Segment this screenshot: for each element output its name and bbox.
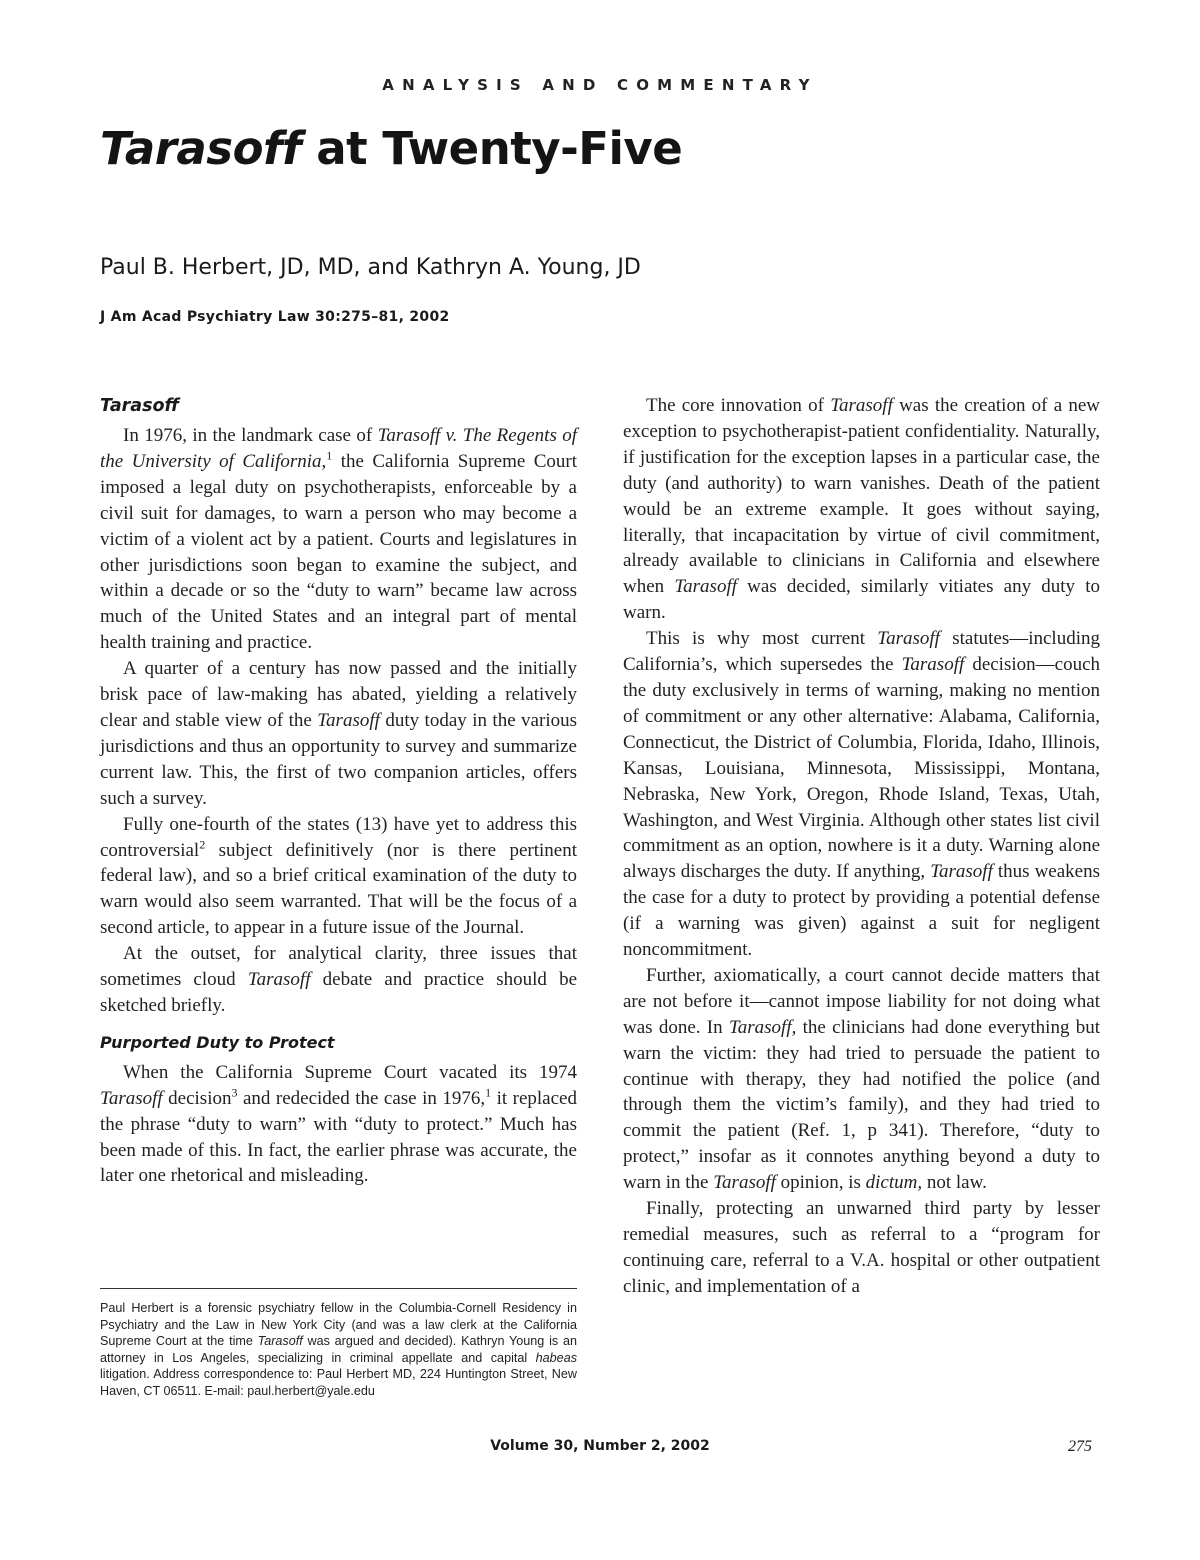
right-column [623, 393, 1100, 1300]
paragraph: Finally, protecting an unwarned third party by lesser remedial measures, such as referral to a “program for continuing care, referral to a V.A. hospital or other outpatient clinic, and implementation of a [623, 1198, 1100, 1297]
footer-journal-issue: Volume 30, Number 2, 2002 [490, 1438, 710, 1454]
author-footnote: Paul Herbert is a forensic psychiatry fellow in the Columbia-Cornell Residency in Psychiatry and the Law in New York City (and was a law clerk at the California Supreme Court at the time Tarasoff was argued and decided). Kathryn Young is an attorney in Los Angeles, specializing in criminal appellate and capital habeas litigation. Address correspondence to: Paul Herbert MD, 224 Huntington Street, New Haven, CT 06511. E-mail: paul.herbert@yale.edu [100, 1301, 577, 1398]
author-line: Paul B. Herbert, JD, MD, and Kathryn A. Young, JD [100, 255, 641, 280]
title-italic: Tarasoff [100, 122, 302, 175]
paragraph: The core innovation of Tarasoff was the creation of a new exception to psychotherapist-patient confidentiality. Naturally, if justification for the exception lapses in a particular case, the duty (and authority) to warn vanishes. Death of the patient would be an extreme example. It goes without saying, literally, that incapacitation by virtue of civil commitment, already available to clinicians in California and elsewhere when Tarasoff was decided, similarly vitiates any duty to warn. [623, 395, 1100, 624]
footnote-divider [100, 1288, 577, 1289]
page-number: 275 [1068, 1438, 1092, 1455]
subsection-heading: Purported Duty to Protect [100, 1032, 335, 1052]
paragraph: In 1976, in the landmark case of Tarasoff v. The Regents of the University of California,$^1$ the California Supreme Court imposed a legal duty on psychotherapists, enforceable by a civil suit for damages, to warn a person who may become a victim of a violent act by a patient. Courts and legislatures in other jurisdictions soon began to examine the subject, and within a decade or so the “duty to warn” became law across much of the United States and an integral part of mental health training and practice. [100, 425, 578, 654]
left-column [100, 393, 577, 1189]
section-kicker: ANALYSIS AND COMMENTARY [382, 76, 818, 94]
paragraph: At the outset, for analytical clarity, three issues that sometimes cloud Tarasoff debate and practice should be sketched briefly. [100, 943, 578, 1016]
journal-citation: J Am Acad Psychiatry Law 30:275–81, 2002 [100, 309, 450, 325]
paragraph: This is why most current Tarasoff statutes—including California’s, which supersedes the Tarasoff decision—couch the duty exclusively in terms of warning, making no mention of commitment or any other alternative: Alabama, California, Connecticut, the District of Columbia, Florida, Idaho, Illinois, Kansas, Louisiana, Minnesota, Mississippi, Montana, Nebraska, New York, Oregon, Rhode Island, Texas, Utah, Washington, and West Virginia. Although other states list civil commitment as an option, nowhere is it a duty. Warning alone always discharges the duty. If anything, Tarasoff thus weakens the case for a duty to protect by providing a potential defense (if a warning was given) against a suit for negligent noncommitment. [623, 628, 1101, 961]
footnote-ref[interactable]: 2 [199, 837, 206, 852]
footnote-ref[interactable]: 1 [485, 1085, 492, 1100]
paragraph: A quarter of a century has now passed and the initially brisk pace of law-making has abated, yielding a relatively clear and stable view of the Tarasoff duty today in the various jurisdictions and thus an opportunity to survey and summarize current law. This, the first of two companion articles, offers such a survey. [100, 658, 577, 809]
footnote-ref[interactable]: 1 [326, 448, 333, 463]
section-heading: Tarasoff [100, 396, 180, 416]
paragraph: When the California Supreme Court vacated its 1974 Tarasoff decision$^3$ and redecided the case in 1976,$^1$ it replaced the phrase “duty to warn” with “duty to protect.” Much has been made of this. In fact, the earlier phrase was accurate, the later one rhetorical and misleading. [100, 1061, 577, 1187]
article-title [100, 122, 682, 175]
footnote-ref[interactable]: 3 [231, 1085, 238, 1100]
paragraph: Fully one-fourth of the states (13) have yet to address this controversial$^2$ subject definitively (nor is there pertinent federal law), and so a brief critical examination of the duty to warn would also seem warranted. That will be the focus of a second article, to appear in a future issue of the Journal. [100, 813, 577, 939]
paragraph: Further, axiomatically, a court cannot decide matters that are not before it—cannot impose liability for not doing what was done. In Tarasoff, the clinicians had done everything but warn the victim: they had tried to persuade the patient to continue with therapy, they had notified the police (and through them the victim’s family), and they had tried to commit the patient (Ref. 1, p 341). Therefore, “duty to protect,” insofar as it connotes anything beyond a duty to warn in the Tarasoff opinion, is dictum, not law. [623, 964, 1101, 1194]
title-rest: at Twenty-Five [301, 122, 683, 175]
